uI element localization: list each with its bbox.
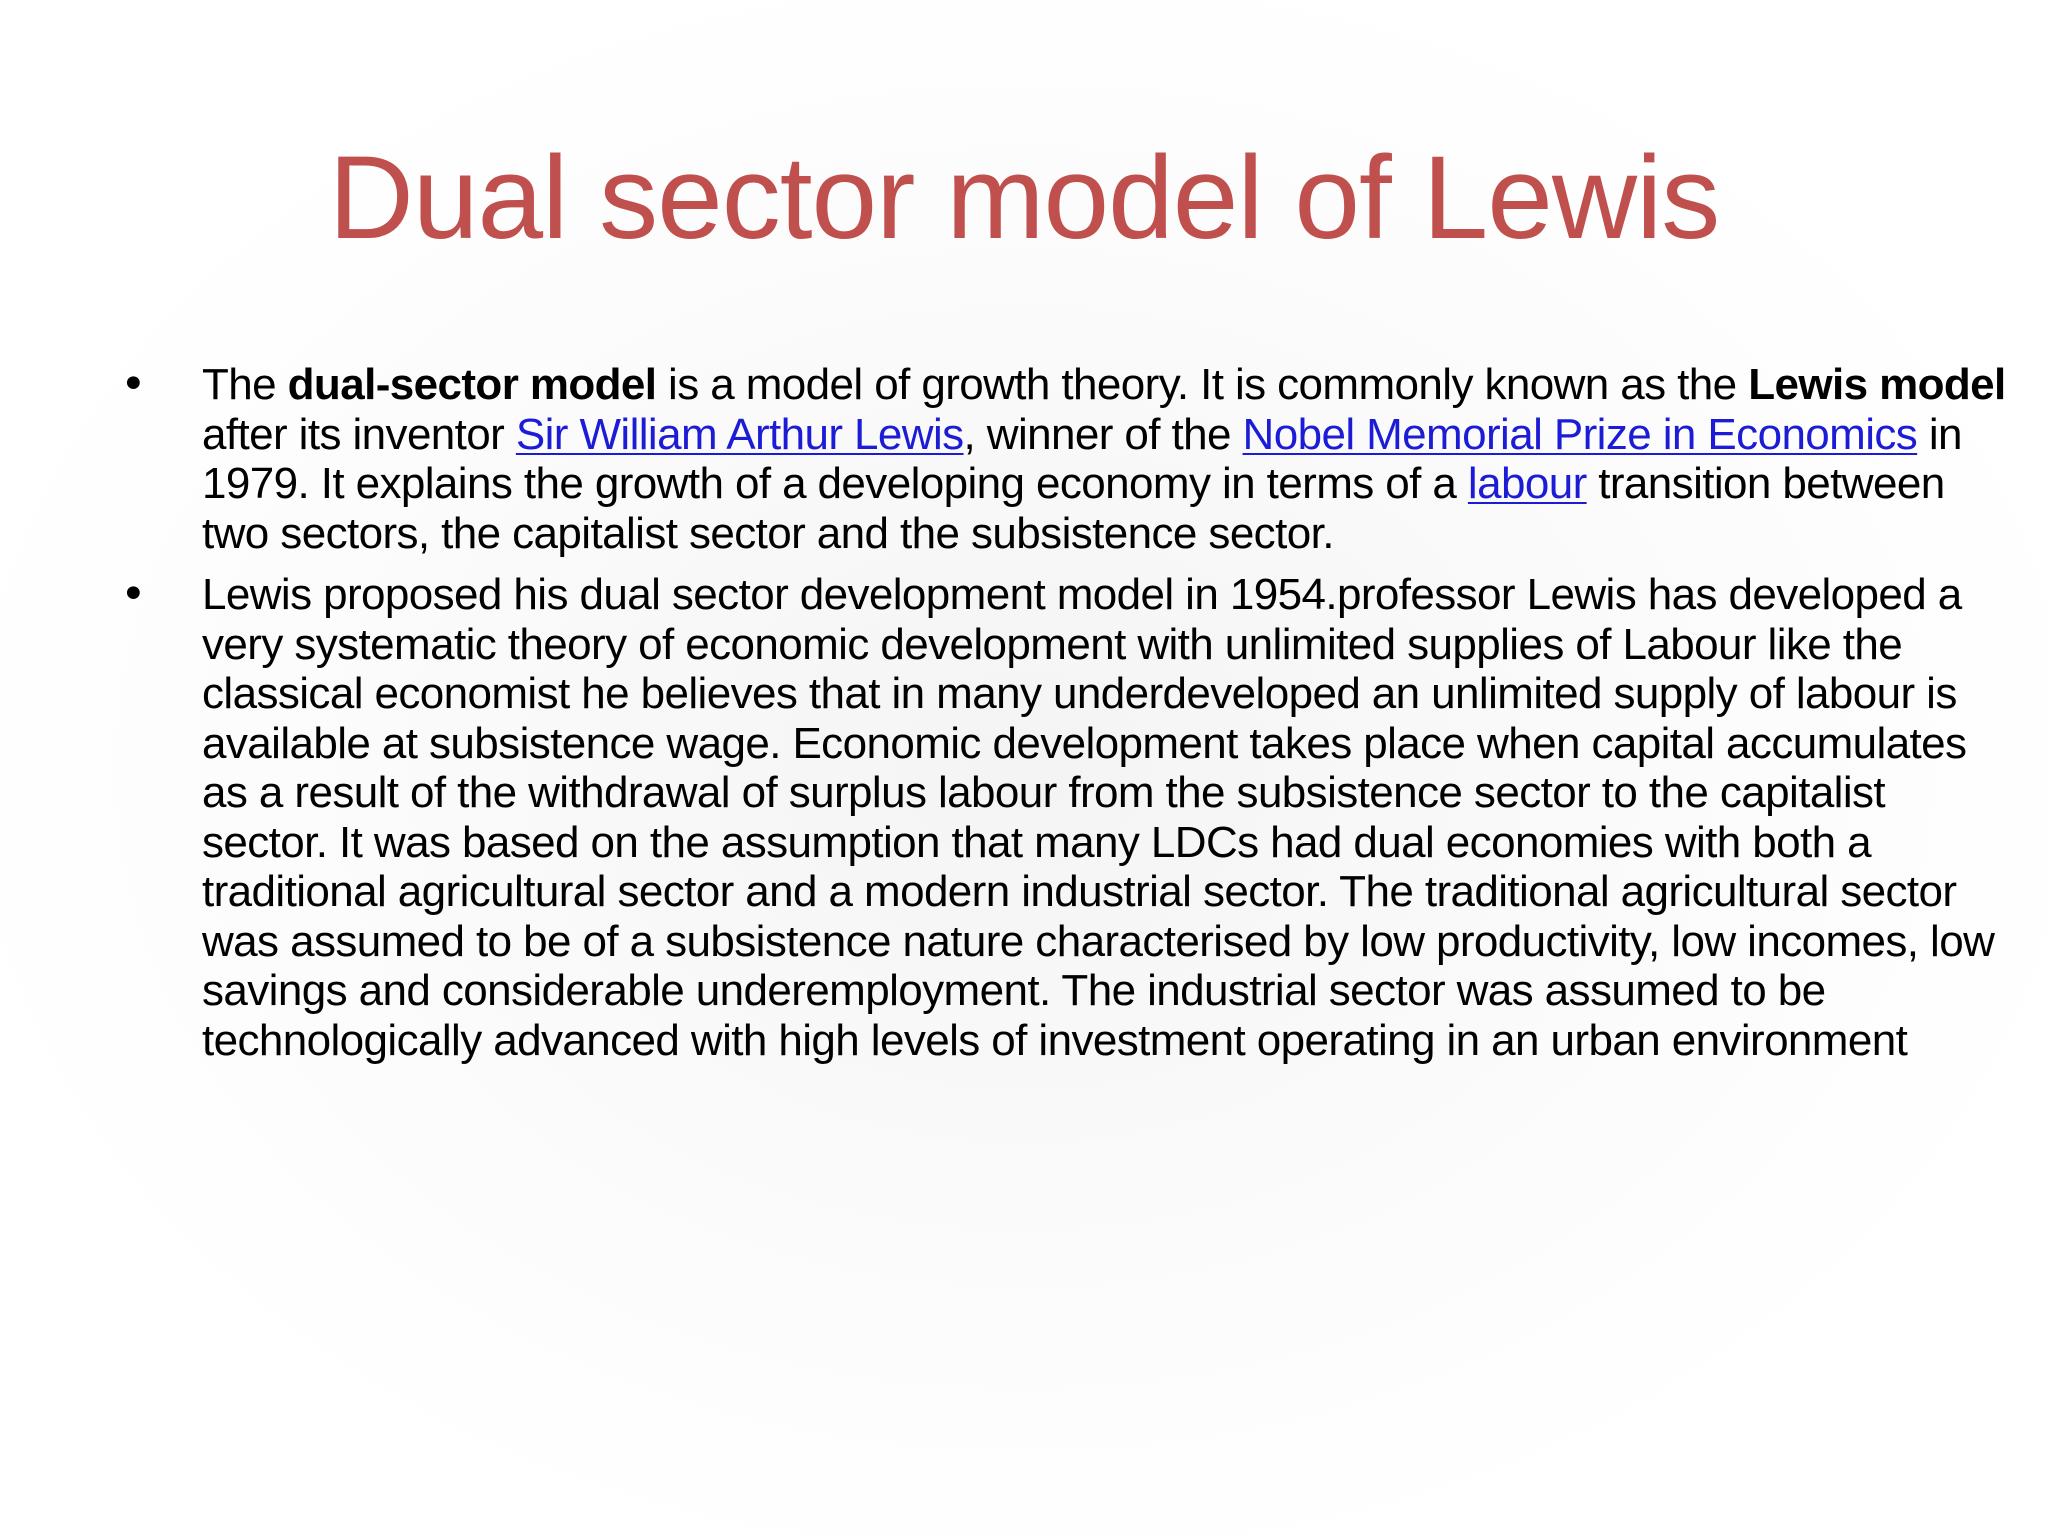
link-labour[interactable]: labour — [1467, 459, 1587, 508]
text-run: in 1979. It explains the growth of a developing economy in terms of a — [202, 409, 1962, 508]
link-nobel-prize-economics[interactable]: Nobel Memorial Prize in Economics — [1242, 409, 1918, 459]
bullet-item-2 — [118, 570, 2018, 1065]
text-run: is a model of growth theory. It is commonly known as the — [656, 360, 1749, 409]
slide-body — [118, 360, 2018, 1077]
text-run: , winner of the — [963, 409, 1243, 459]
bold-term-lewis-model: Lewis model — [1748, 360, 2006, 409]
slide-title: Dual sector model of Lewis — [328, 132, 1720, 264]
bullet-text-2: Lewis proposed his dual sector development model in 1954.professor Lewis has developed a very systematic theory of economic development with unlimited supplies of Labour like the classical economist he believes that in many underdeveloped an unlimited supply of labour is available at subsistence wage. Economic development takes place when capital accumulates as a result of the withdrawal of surplus labour from the subsistence sector to the capitalist sector. It was based on the assumption that many LDCs had dual economies with both a traditional agricultural sector and a modern industrial sector. The traditional agricultural sector was assumed to be of a subsistence nature characterised by low productivity, low incomes, low savings and considerable underemployment. The industrial sector was assumed to be technologically advanced with high levels of investment operating in an urban environment — [202, 570, 1995, 1065]
bullet-text-1 — [202, 360, 2018, 558]
bullet-icon: • — [120, 359, 146, 410]
text-run: The — [202, 360, 288, 409]
bold-term-dual-sector-model: dual-sector model — [287, 360, 657, 409]
bullet-item-1 — [118, 360, 2018, 558]
bullet-icon: • — [120, 569, 146, 620]
link-william-arthur-lewis[interactable]: Sir William Arthur Lewis — [515, 409, 964, 459]
text-run: transition between two sectors, the capitalist sector and the subsistence sector. — [202, 459, 1945, 558]
text-run: after its inventor — [202, 409, 516, 459]
